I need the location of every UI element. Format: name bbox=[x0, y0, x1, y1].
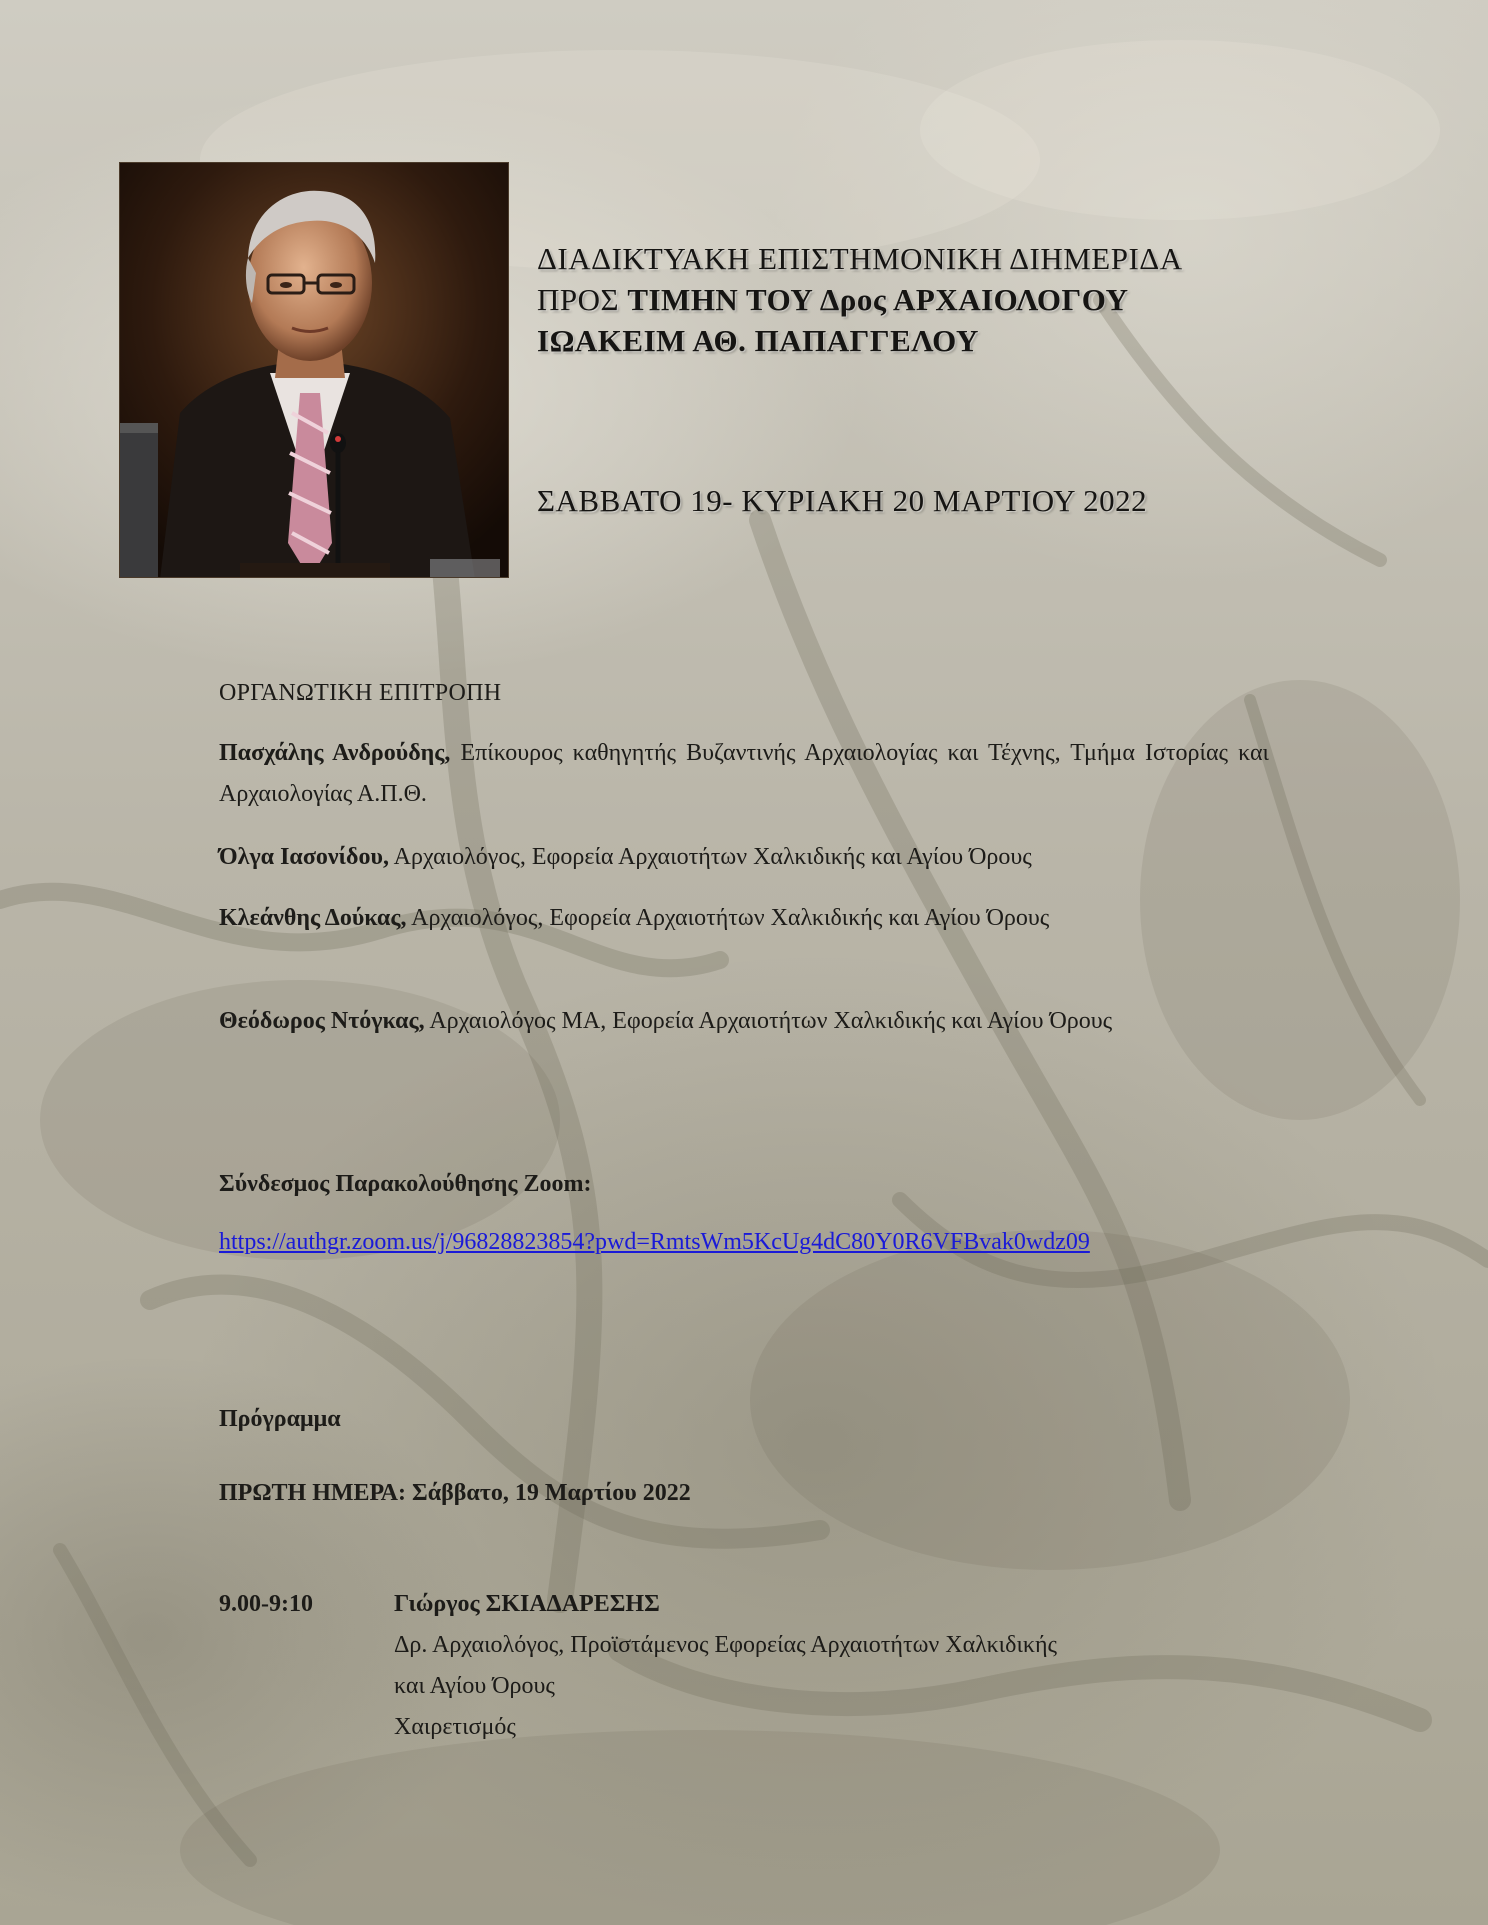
session-time: 9.00-9:10 bbox=[219, 1591, 313, 1617]
title-line-2-bold: ΤΙΜΗΝ ΤΟΥ Δρος ΑΡΧΑΙΟΛΟΓΟΥ bbox=[627, 282, 1129, 317]
committee-member bbox=[219, 733, 1269, 815]
event-dates: ΣΑΒΒΑΤΟ 19- ΚΥΡΙΑΚΗ 20 ΜΑΡΤΙΟΥ 2022 bbox=[537, 483, 1148, 518]
portrait-photo bbox=[119, 162, 509, 578]
member-role: Επίκουρος καθηγητής Βυζαντινής Αρχαιολογίας και Τέχνης, Τμήμα Ιστορίας και Αρχαιολογίας Α.Π.Θ. bbox=[219, 740, 1269, 807]
zoom-link[interactable]: https://authgr.zoom.us/j/96828823854?pwd=RmtsWm5KcUg4dC80Y0R6VFBvak0wdz09 bbox=[219, 1229, 1090, 1255]
member-role: Αρχαιολόγος MA, Εφορεία Αρχαιοτήτων Χαλκιδικής και Αγίου Όρους bbox=[424, 1008, 1113, 1034]
member-name: Κλεάνθης Δούκας, bbox=[219, 905, 407, 931]
member-name: Θεόδωρος Ντόγκας, bbox=[219, 1008, 425, 1034]
member-role: Αρχαιολόγος, Εφορεία Αρχαιοτήτων Χαλκιδικής και Αγίου Όρους bbox=[388, 844, 1032, 870]
committee-member bbox=[219, 837, 1269, 878]
title-line-2-prefix: ΠΡΟΣ bbox=[537, 282, 628, 317]
title-line-1: ΔΙΑΔΙΚΤΥΑΚΗ ΕΠΙΣΤΗΜΟΝΙΚΗ ΔΙΗΜΕΡΙΔΑ bbox=[537, 241, 1183, 276]
committee-member bbox=[219, 1001, 1269, 1042]
title-line-3: ΙΩΑΚΕΙΜ ΑΘ. ΠΑΠΑΓΓΕΛΟΥ bbox=[537, 323, 979, 358]
event-title bbox=[537, 238, 1297, 361]
day-one-heading: ΠΡΩΤΗ ΗΜΕΡΑ: Σάββατο, 19 Μαρτίου 2022 bbox=[219, 1480, 691, 1506]
session-speaker: Γιώργος ΣΚΙΑΔΑΡΕΣΗΣ bbox=[394, 1591, 660, 1617]
member-name: Πασχάλης Ανδρούδης, bbox=[219, 740, 451, 766]
zoom-label: Σύνδεσμος Παρακολούθησης Zoom: bbox=[219, 1171, 592, 1197]
member-role: Αρχαιολόγος, Εφορεία Αρχαιοτήτων Χαλκιδικής και Αγίου Όρους bbox=[406, 905, 1050, 931]
session-affiliation-line-2: και Αγίου Όρους bbox=[394, 1673, 555, 1699]
committee-member bbox=[219, 898, 1269, 939]
session-affiliation-line-1: Δρ. Αρχαιολόγος, Προϊστάμενος Εφορείας Αρχαιοτήτων Χαλκιδικής bbox=[394, 1632, 1058, 1658]
session-details bbox=[394, 1584, 1254, 1748]
program-heading: Πρόγραμμα bbox=[219, 1406, 341, 1432]
committee-heading: ΟΡΓΑΝΩΤΙΚΗ ΕΠΙΤΡΟΠΗ bbox=[219, 680, 502, 706]
session-topic: Χαιρετισμός bbox=[394, 1714, 516, 1740]
member-name: Όλγα Ιασονίδου, bbox=[219, 844, 389, 870]
title-line-2 bbox=[537, 279, 1297, 320]
